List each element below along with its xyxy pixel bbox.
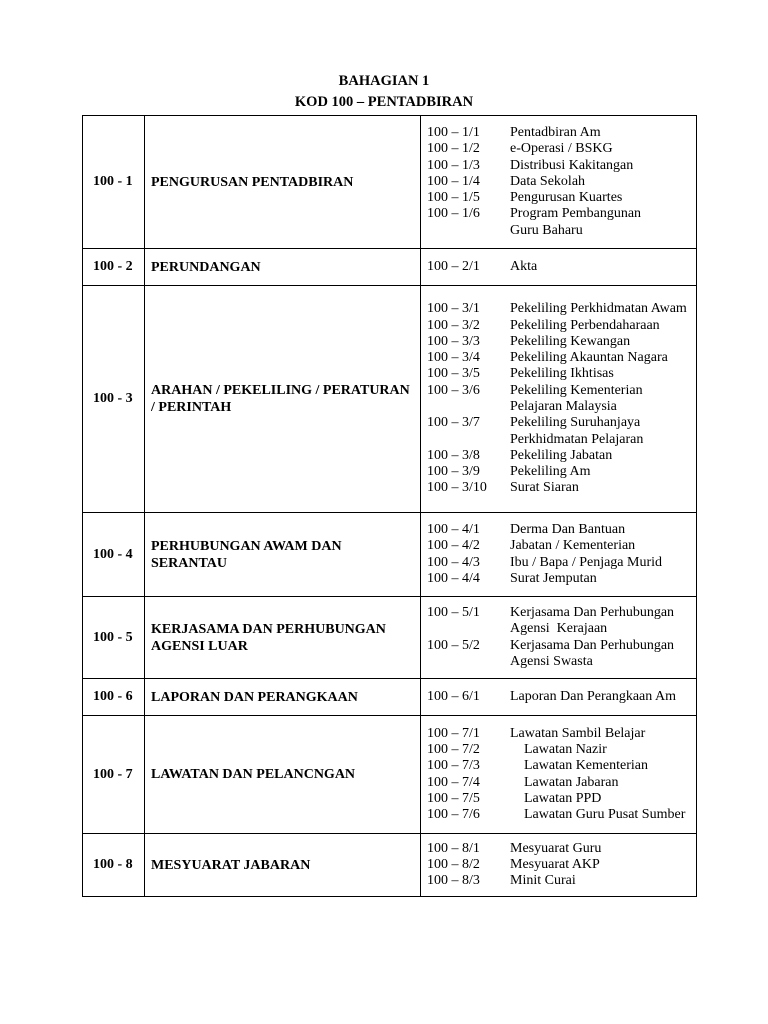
- subcategory-code: 100 – 1/2: [427, 141, 480, 157]
- table-row: [83, 513, 697, 597]
- subcategory-code: [427, 399, 510, 415]
- subcategory-description: Perkhidmatan Pelajaran: [510, 431, 644, 447]
- subcategory-description: Minit Curai: [510, 873, 576, 889]
- subcategory-list: [421, 597, 697, 679]
- list-item: [427, 791, 692, 807]
- category-code: 100 - 2: [83, 249, 145, 286]
- list-item: [427, 366, 692, 382]
- list-item: [427, 125, 692, 141]
- subcategory-description: e-Operasi / BSKG: [510, 141, 613, 157]
- list-item: [427, 873, 692, 889]
- subcategory-code: [427, 654, 510, 670]
- subcategory-code: 100 – 8/2: [427, 856, 480, 872]
- table-row: [83, 116, 697, 249]
- subcategory-code: 100 – 4/4: [427, 570, 480, 586]
- list-item: [427, 775, 692, 791]
- subcategory-code: 100 – 7/5: [427, 790, 480, 806]
- subcategory-description: Lawatan Guru Pusat Sumber: [510, 807, 686, 823]
- subcategory-code: 100 – 3/4: [427, 350, 480, 366]
- table-row: [83, 249, 697, 286]
- subcategory-code: 100 – 7/3: [427, 758, 480, 774]
- category-code: 100 - 3: [83, 286, 145, 513]
- list-item: [427, 538, 692, 554]
- list-item: [427, 174, 692, 190]
- list-item: [427, 334, 692, 350]
- subcategory-description: Jabatan / Kementerian: [510, 538, 636, 554]
- category-code: 100 - 8: [83, 834, 145, 897]
- list-item: [427, 415, 692, 431]
- subcategory-list: [421, 249, 697, 286]
- category-title: PERHUBUNGAN AWAM DAN SERANTAU: [145, 513, 421, 597]
- category-title: LAWATAN DAN PELANCNGAN: [145, 716, 421, 834]
- subcategory-description: Guru Baharu: [510, 222, 583, 238]
- subcategory-code: [427, 223, 510, 239]
- subcategory-code: 100 – 4/3: [427, 554, 480, 570]
- list-item: [427, 259, 692, 275]
- subcategory-code: 100 – 3/10: [427, 480, 487, 496]
- subcategory-code: 100 – 8/1: [427, 840, 480, 856]
- subcategory-description: Pentadbiran Am: [510, 124, 601, 140]
- list-item: [427, 654, 692, 670]
- subcategory-description: Lawatan Jabaran: [510, 774, 619, 790]
- subcategory-description: Data Sekolah: [510, 173, 586, 189]
- subcategory-code: 100 – 3/2: [427, 317, 480, 333]
- category-title: ARAHAN / PEKELILING / PERATURAN / PERINTAH: [145, 286, 421, 513]
- subcategory-description: Kerjasama Dan Perhubungan: [510, 637, 675, 653]
- category-code: 100 - 5: [83, 597, 145, 679]
- subcategory-code: 100 – 1/1: [427, 124, 480, 140]
- list-item: [427, 190, 692, 206]
- list-item: [427, 555, 692, 571]
- subcategory-list: [421, 513, 697, 597]
- subcategory-list: [421, 286, 697, 513]
- list-item: [427, 621, 692, 637]
- subcategory-code: 100 – 1/4: [427, 173, 480, 189]
- subcategory-description: Lawatan PPD: [510, 790, 602, 806]
- subcategory-code: 100 – 3/8: [427, 447, 480, 463]
- category-title: LAPORAN DAN PERANGKAAN: [145, 679, 421, 716]
- list-item: [427, 432, 692, 448]
- document-heading: BAHAGIAN 1: [338, 73, 430, 89]
- subcategory-description: Laporan Dan Perangkaan Am: [510, 688, 676, 704]
- category-code: 100 - 1: [83, 116, 145, 249]
- subcategory-description: Akta: [510, 258, 538, 274]
- subcategory-description: Derma Dan Bantuan: [510, 521, 626, 537]
- table-row: [83, 834, 697, 897]
- list-item: [427, 383, 692, 399]
- category-title: PENGURUSAN PENTADBIRAN: [145, 116, 421, 249]
- subcategory-list: [421, 116, 697, 249]
- subcategory-code: 100 – 7/1: [427, 725, 480, 741]
- subcategory-description: Agensi Kerajaan: [510, 621, 608, 637]
- subcategory-code: 100 – 7/6: [427, 807, 480, 823]
- subcategory-description: Lawatan Kementerian: [510, 758, 648, 774]
- list-item: [427, 301, 692, 317]
- subcategory-list: [421, 679, 697, 716]
- subcategory-description: Lawatan Sambil Belajar: [510, 725, 646, 741]
- subcategory-code: 100 – 3/6: [427, 382, 480, 398]
- subcategory-description: Program Pembangunan: [510, 206, 642, 222]
- subcategory-description: Lawatan Nazir: [510, 741, 607, 757]
- category-code: 100 - 6: [83, 679, 145, 716]
- subcategory-description: Pekeliling Akauntan Nagara: [510, 350, 668, 366]
- subcategory-description: Pekeliling Ikhtisas: [510, 366, 614, 382]
- category-title: PERUNDANGAN: [145, 249, 421, 286]
- category-title: MESYUARAT JABARAN: [145, 834, 421, 897]
- subcategory-description: Agensi Swasta: [510, 653, 593, 669]
- subcategory-description: Surat Siaran: [510, 480, 579, 496]
- subcategory-code: 100 – 6/1: [427, 688, 480, 704]
- subcategory-code: 100 – 3/1: [427, 301, 480, 317]
- list-item: [427, 141, 692, 157]
- subcategory-code: 100 – 3/7: [427, 415, 480, 431]
- category-title: KERJASAMA DAN PERHUBUNGAN AGENSI LUAR: [145, 597, 421, 679]
- subcategory-description: Mesyuarat Guru: [510, 840, 602, 856]
- list-item: [427, 399, 692, 415]
- subcategory-list: [421, 834, 697, 897]
- subcategory-description: Pekeliling Perbendaharaan: [510, 317, 660, 333]
- list-item: [427, 742, 692, 758]
- subcategory-description: Pelajaran Malaysia: [510, 399, 617, 414]
- subcategory-description: Kerjasama Dan Perhubungan: [510, 604, 675, 620]
- subcategory-code: 100 – 7/2: [427, 741, 480, 757]
- table-row: [83, 716, 697, 834]
- subcategory-code: 100 – 3/3: [427, 333, 480, 349]
- subcategory-code: 100 – 1/5: [427, 190, 480, 206]
- subcategory-code: 100 – 7/4: [427, 774, 480, 790]
- table-row: [83, 679, 697, 716]
- subcategory-code: 100 – 1/3: [427, 157, 480, 173]
- subcategory-description: Pekeliling Kewangan: [510, 333, 631, 349]
- subcategory-code: 100 – 1/6: [427, 206, 480, 222]
- table-row: [83, 286, 697, 513]
- subcategory-description: Ibu / Bapa / Penjaga Murid: [510, 554, 663, 570]
- category-code: 100 - 7: [83, 716, 145, 834]
- subcategory-code: 100 – 4/2: [427, 538, 480, 554]
- subcategory-code: 100 – 5/1: [427, 604, 480, 620]
- subcategory-code: 100 – 8/3: [427, 873, 480, 889]
- subcategory-description: Mesyuarat AKP: [510, 856, 600, 872]
- list-item: [427, 841, 692, 857]
- list-item: [427, 318, 692, 334]
- subcategory-description: Surat Jemputan: [510, 570, 597, 586]
- list-item: [427, 689, 692, 705]
- list-item: [427, 464, 692, 480]
- subcategory-description: Pekeliling Kementerian: [510, 382, 643, 398]
- list-item: [427, 206, 692, 222]
- list-item: [427, 807, 692, 823]
- list-item: [427, 758, 692, 774]
- subcategory-description: Pekeliling Am: [510, 464, 591, 480]
- document-subheading: KOD 100 – PENTADBIRAN: [294, 94, 474, 110]
- list-item: [427, 158, 692, 174]
- subcategory-code: 100 – 2/1: [427, 258, 480, 274]
- subcategory-code: 100 – 3/9: [427, 464, 480, 480]
- subcategory-description: Pengurusan Kuartes: [510, 190, 623, 206]
- list-item: [427, 448, 692, 464]
- list-item: [427, 522, 692, 538]
- subcategory-description: Pekeliling Jabatan: [510, 447, 613, 463]
- classification-table: [82, 115, 697, 897]
- list-item: [427, 857, 692, 873]
- list-item: [427, 638, 692, 654]
- subcategory-code: 100 – 4/1: [427, 521, 480, 537]
- list-item: [427, 223, 692, 239]
- list-item: [427, 605, 692, 621]
- subcategory-code: 100 – 3/5: [427, 366, 480, 382]
- subcategory-code: [427, 432, 510, 448]
- subcategory-description: Pekeliling Perkhidmatan Awam: [510, 301, 687, 317]
- list-item: [427, 726, 692, 742]
- table-row: [83, 597, 697, 679]
- list-item: [427, 480, 692, 496]
- subcategory-description: Distribusi Kakitangan: [510, 157, 634, 173]
- list-item: [427, 571, 692, 587]
- subcategory-code: 100 – 5/2: [427, 637, 480, 653]
- subcategory-list: [421, 716, 697, 834]
- category-code: 100 - 4: [83, 513, 145, 597]
- list-item: [427, 350, 692, 366]
- subcategory-description: Pekeliling Suruhanjaya: [510, 415, 641, 431]
- subcategory-code: [427, 621, 510, 637]
